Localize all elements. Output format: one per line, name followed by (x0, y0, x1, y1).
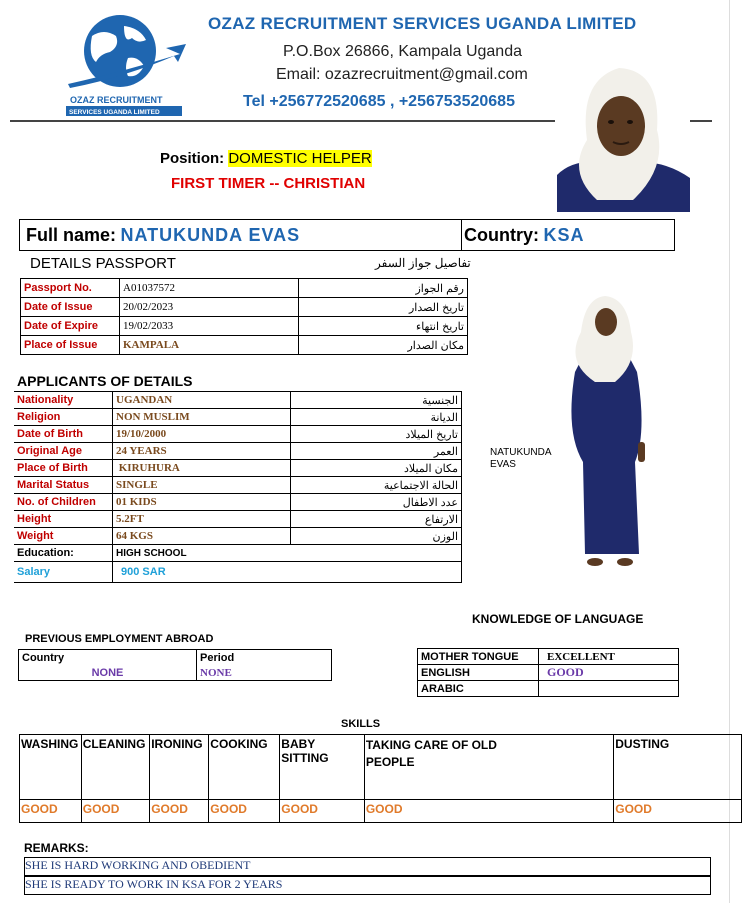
table-row (20, 800, 742, 823)
age-label: Original Age (14, 443, 113, 460)
issue-date-value: 20/02/2023 (120, 298, 299, 317)
header-divider (10, 120, 555, 122)
skill-cooking: COOKING (209, 735, 280, 800)
company-address: P.O.Box 26866, Kampala Uganda (283, 43, 522, 60)
dob-value: 19/10/2000 (113, 426, 291, 443)
table-row (21, 336, 468, 355)
table-row (19, 665, 332, 681)
svg-text:SERVICES UGANDA LIMITED: SERVICES UGANDA LIMITED (69, 109, 160, 116)
language-label-english: ENGLISH (418, 665, 539, 681)
full-name-bar (19, 219, 675, 251)
skill-dusting: DUSTING (614, 735, 742, 800)
passport-section-title-ar: تفاصيل جواز السفر (375, 256, 471, 270)
expire-date-ar: تاريخ انتهاء (299, 317, 468, 336)
photo-caption (490, 447, 570, 471)
children-label: No. of Children (14, 494, 113, 511)
language-table (417, 648, 679, 697)
children-value: 01 KIDS (113, 494, 291, 511)
skills-table (19, 734, 742, 823)
table-row (14, 494, 462, 511)
position-value: DOMESTIC HELPER (228, 150, 372, 167)
table-row (21, 317, 468, 336)
passport-no-ar: رقم الجواز (299, 279, 468, 298)
skill-rating-dusting: GOOD (614, 800, 742, 823)
table-row (21, 279, 468, 298)
issue-place-label: Place of Issue (21, 336, 120, 355)
marital-value: SINGLE (113, 477, 291, 494)
skill-cleaning: CLEANING (81, 735, 149, 800)
language-label-arabic: ARABIC (418, 681, 539, 697)
age-value: 24 YEARS (113, 443, 291, 460)
table-row (418, 649, 679, 665)
applicant-table (14, 391, 462, 583)
country-field (464, 225, 584, 246)
table-row (20, 735, 742, 800)
portrait-photo (557, 60, 690, 212)
passport-no-value: A01037572 (120, 279, 299, 298)
skill-rating-elderly-care: GOOD (364, 800, 613, 823)
country-label: Country: (464, 225, 539, 245)
passport-section-title: DETAILS PASSPORT (30, 255, 176, 272)
skills-section-title: SKILLS (341, 718, 381, 730)
passport-no-label: Passport No. (21, 279, 120, 298)
language-section-title: KNOWLEDGE OF LANGUAGE (472, 612, 644, 626)
skill-rating-washing: GOOD (20, 800, 82, 823)
company-name: OZAZ RECRUITMENT SERVICES UGANDA LIMITED (208, 14, 637, 33)
skill-rating-ironing: GOOD (150, 800, 209, 823)
table-row (14, 511, 462, 528)
svg-text:OZAZ RECRUITMENT: OZAZ RECRUITMENT (70, 95, 163, 105)
remark-line-2: SHE IS READY TO WORK IN KSA FOR 2 YEARS (24, 876, 711, 895)
passport-table (20, 278, 468, 355)
weight-ar: الوزن (291, 528, 462, 545)
issue-place-ar: مكان الصدار (299, 336, 468, 355)
nationality-ar: الجنسية (291, 392, 462, 409)
height-ar: الارتفاع (291, 511, 462, 528)
religion-value: NON MUSLIM (113, 409, 291, 426)
skill-elderly-care: TAKING CARE OF OLD PEOPLE (364, 735, 613, 800)
employment-table (18, 649, 332, 681)
table-row (14, 409, 462, 426)
expire-date-label: Date of Expire (21, 317, 120, 336)
nationality-label: Nationality (14, 392, 113, 409)
weight-value: 64 KGS (113, 528, 291, 545)
employment-section-title: PREVIOUS EMPLOYMENT ABROAD (25, 633, 214, 645)
header-divider-right (688, 120, 712, 122)
language-value-mother: EXCELLENT (539, 649, 679, 665)
skill-rating-cleaning: GOOD (81, 800, 149, 823)
employment-col-period: Period (197, 650, 332, 666)
age-ar: العمر (291, 443, 462, 460)
employment-period-value: NONE (197, 665, 332, 681)
dob-ar: تاريخ الميلاد (291, 426, 462, 443)
height-value: 5.2FT (113, 511, 291, 528)
education-value: HIGH SCHOOL (113, 545, 462, 562)
remarks-title: REMARKS: (24, 841, 89, 855)
table-row (14, 528, 462, 545)
table-row (14, 545, 462, 562)
company-phone: Tel +256772520685 , +256753520685 (243, 93, 515, 110)
skill-ironing: IRONING (150, 735, 209, 800)
weight-label: Weight (14, 528, 113, 545)
children-ar: عدد الاطفال (291, 494, 462, 511)
full-name-field (26, 225, 300, 246)
issue-place-value: KAMPALA (120, 336, 299, 355)
table-row (14, 392, 462, 409)
education-label: Education: (14, 545, 113, 562)
dob-label: Date of Birth (14, 426, 113, 443)
name-bar-separator (461, 220, 462, 250)
remark-line-1: SHE IS HARD WORKING AND OBEDIENT (24, 857, 711, 876)
birthplace-ar: مكان الميلاد (291, 460, 462, 477)
table-row (14, 443, 462, 460)
marital-label: Marital Status (14, 477, 113, 494)
skill-rating-cooking: GOOD (209, 800, 280, 823)
language-value-english: GOOD (539, 665, 679, 681)
country-value: KSA (543, 225, 585, 245)
table-row (14, 562, 462, 583)
nationality-value: UGANDAN (113, 392, 291, 409)
skill-washing: WASHING (20, 735, 82, 800)
skill-baby-sitting: BABY SITTING (280, 735, 365, 800)
religion-label: Religion (14, 409, 113, 426)
skill-rating-baby-sitting: GOOD (280, 800, 365, 823)
employment-col-country: Country (19, 650, 197, 666)
table-row (21, 298, 468, 317)
applicant-section-title: APPLICANTS OF DETAILS (17, 373, 193, 389)
issue-date-label: Date of Issue (21, 298, 120, 317)
candidate-subtitle: FIRST TIMER -- CHRISTIAN (171, 175, 366, 192)
birthplace-value: KIRUHURA (113, 460, 291, 477)
employment-country-value: NONE (19, 665, 197, 681)
salary-value: 900 SAR (113, 562, 462, 583)
salary-label: Salary (14, 562, 113, 583)
expire-date-value: 19/02/2033 (120, 317, 299, 336)
company-email: Email: ozazrecruitment@gmail.com (276, 66, 528, 83)
company-logo (62, 6, 192, 121)
language-label-mother: MOTHER TONGUE (418, 649, 539, 665)
full-name-label: Full name: (26, 225, 117, 245)
height-label: Height (14, 511, 113, 528)
table-row (418, 681, 679, 697)
birthplace-label: Place of Birth (14, 460, 113, 477)
table-row (418, 665, 679, 681)
marital-ar: الحالة الاجتماعية (291, 477, 462, 494)
position-line (160, 150, 372, 167)
table-row (14, 460, 462, 477)
religion-ar: الديانة (291, 409, 462, 426)
photo-caption-text: NATUKUNDA EVAS (490, 447, 552, 470)
full-name-value: NATUKUNDA EVAS (120, 225, 301, 245)
language-value-arabic (539, 681, 679, 697)
full-body-photo (555, 292, 655, 572)
table-row (14, 426, 462, 443)
position-label: Position: (160, 150, 225, 167)
table-row (14, 477, 462, 494)
issue-date-ar: تاريخ الصدار (299, 298, 468, 317)
table-row (19, 650, 332, 666)
